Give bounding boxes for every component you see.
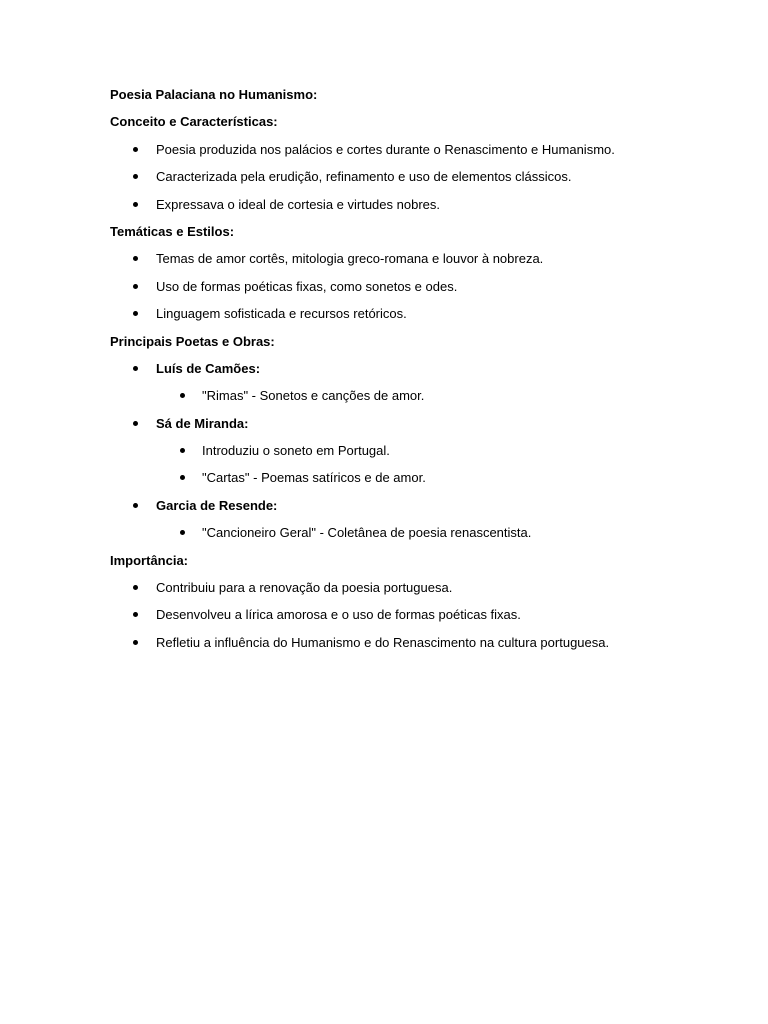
list-item-text: Caracterizada pela erudição, refinamento e uso de elementos clássicos. [156,169,572,185]
bullet-icon [133,503,138,508]
bullet-icon [180,530,185,535]
work-item [110,386,730,405]
list-item-text: Contribuiu para a renovação da poesia portuguesa. [156,580,453,596]
list-item [110,277,730,296]
work-item [110,523,730,542]
bullet-icon [133,174,138,179]
poet-item [110,496,730,515]
list-item-text: Poesia produzida nos palácios e cortes durante o Renascimento e Humanismo. [156,141,615,157]
list-item [110,249,730,268]
bullet-icon [180,475,185,480]
poet-name: Garcia de Resende: [156,497,278,513]
list-item [110,304,730,323]
list-item-text: Desenvolveu a lírica amorosa e o uso de formas poéticas fixas. [156,607,521,623]
section-heading-themes: Temáticas e Estilos: [110,223,235,239]
bullet-icon [133,612,138,617]
bullet-icon [133,284,138,289]
work-text: "Rimas" - Sonetos e canções de amor. [202,388,425,404]
list-item-text: Uso de formas poéticas fixas, como sonetos e odes. [156,278,458,294]
list-item-text: Temas de amor cortês, mitologia greco-romana e louvor à nobreza. [156,251,544,267]
list-item-text: Expressava o ideal de cortesia e virtudes nobres. [156,196,440,212]
list-item [110,167,730,186]
bullet-icon [180,393,185,398]
work-text: "Cancioneiro Geral" - Coletânea de poesia renascentista. [202,525,532,541]
list-item-text: Refletiu a influência do Humanismo e do Renascimento na cultura portuguesa. [156,634,610,650]
list-item [110,195,730,214]
work-text: Introduziu o soneto em Portugal. [202,443,390,459]
poet-name: Luís de Camões: [156,360,261,376]
bullet-icon [133,585,138,590]
bullet-icon [133,147,138,152]
bullet-icon [133,311,138,316]
document-title: Poesia Palaciana no Humanismo: [110,87,318,102]
bullet-icon [133,366,138,371]
bullet-icon [133,421,138,426]
bullet-icon [133,640,138,645]
list-item [110,605,730,624]
list-item [110,578,730,597]
section-heading-concept: Conceito e Características: [110,114,278,130]
work-item [110,441,730,460]
bullet-icon [133,202,138,207]
work-item [110,468,730,487]
work-text: "Cartas" - Poemas satíricos e de amor. [202,470,426,486]
poet-name: Sá de Miranda: [156,415,249,431]
bullet-icon [180,448,185,453]
poet-item [110,359,730,378]
section-heading-importance: Importância: [110,552,189,568]
list-item [110,140,730,159]
poet-item [110,414,730,433]
bullet-icon [133,256,138,261]
document-page [110,85,730,660]
list-item-text: Linguagem sofisticada e recursos retóricos. [156,306,407,322]
section-heading-poets: Principais Poetas e Obras: [110,333,275,349]
list-item [110,633,730,652]
